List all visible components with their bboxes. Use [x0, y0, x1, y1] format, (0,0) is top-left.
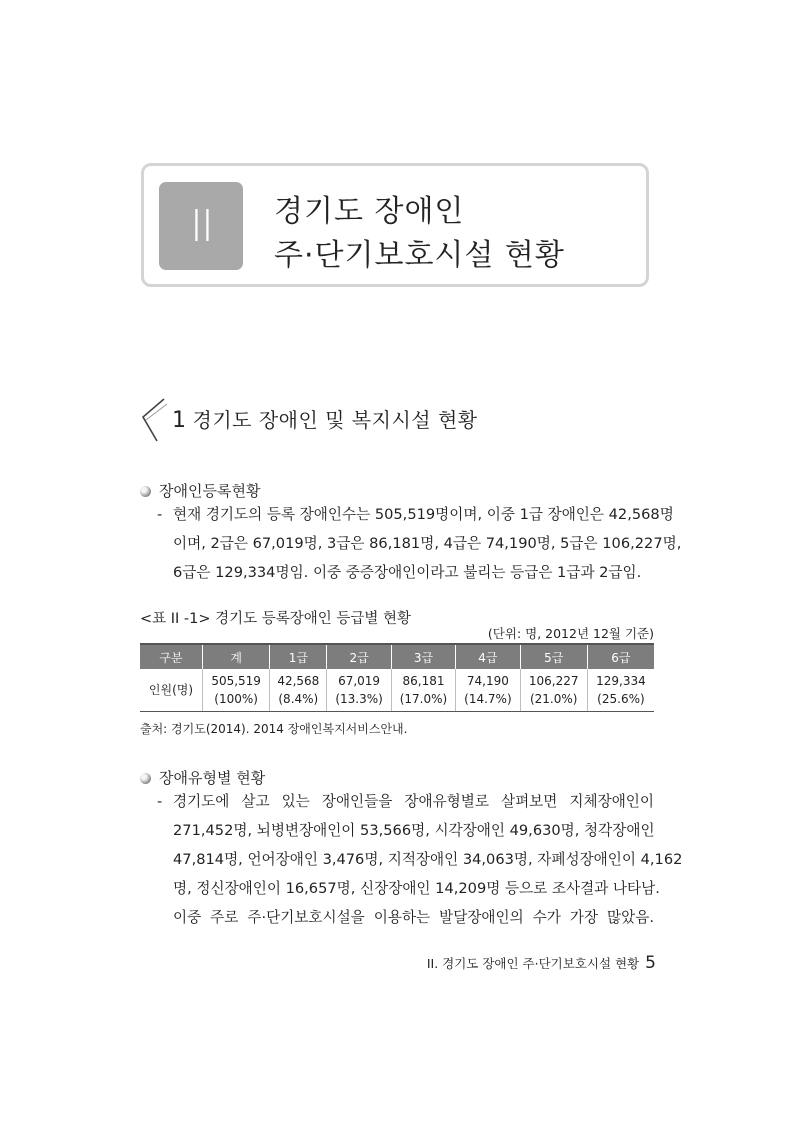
paragraph-registration — [157, 500, 682, 587]
chapter-title-line2: 주·단기보호시설 현황 — [274, 238, 565, 273]
cell-percent: (14.7%) — [464, 692, 512, 706]
table-header-row — [140, 644, 654, 669]
footer-chapter-text: II. 경기도 장애인 주·단기보호시설 현황 — [426, 956, 640, 971]
cell-percent: (25.6%) — [597, 692, 645, 706]
table-source: 출처: 경기도(2014). 2014 장애인복지서비스안내. — [140, 722, 408, 736]
page-footer — [427, 953, 656, 973]
table-cell — [520, 669, 587, 712]
cell-percent: (100%) — [214, 692, 258, 706]
section-title — [172, 404, 478, 433]
table-cell — [456, 669, 520, 712]
paragraph-line — [157, 500, 674, 529]
table-cell — [270, 669, 327, 712]
bullet-dot-icon — [140, 486, 151, 497]
chapter-number: II — [159, 182, 243, 270]
bullet-title: 장애인등록현황 — [159, 482, 261, 500]
paragraph-line: 명, 정신장애인이 16,657명, 신장장애인 14,209명 등으로 조사결과 나타남. — [173, 880, 660, 897]
table-header-cell: 3급 — [391, 644, 455, 669]
cell-percent: (17.0%) — [399, 692, 448, 706]
table-row-label: 인원(명) — [140, 669, 203, 712]
chapter-title — [274, 190, 565, 278]
chapter-title-box — [141, 163, 649, 287]
table-header-cell: 계 — [203, 644, 270, 669]
cell-percent: (13.3%) — [335, 692, 383, 706]
cell-value: 67,019 — [338, 674, 381, 688]
cell-percent: (21.0%) — [529, 692, 578, 706]
cell-value: 74,190 — [466, 674, 509, 688]
cell-percent: (8.4%) — [278, 692, 319, 706]
cell-value: 505,519 — [211, 674, 261, 688]
paragraph-line-text: 경기도에 살고 있는 장애인들을 장애유형별로 살펴보면 지체장애인이 — [173, 793, 654, 810]
table-caption: <표 II -1> 경기도 등록장애인 등급별 현황 — [140, 611, 412, 627]
cell-value: 42,568 — [277, 674, 320, 688]
table-header-cell: 1급 — [270, 644, 327, 669]
table-header-cell: 4급 — [456, 644, 520, 669]
table-unit: (단위: 명, 2012년 12월 기준) — [487, 626, 654, 641]
paragraph-line: 47,814명, 언어장애인 3,476명, 지적장애인 34,063명, 자폐성장애인이 4,162 — [173, 851, 683, 868]
grade-table — [140, 643, 654, 712]
paragraph-line: 이며, 2급은 67,019명, 3급은 86,181명, 4급은 74,190명, 5급은 106,227명, — [173, 535, 682, 552]
bullet-heading-types — [140, 767, 265, 788]
page-number: 5 — [645, 953, 656, 973]
bullet-heading-registration — [140, 480, 260, 501]
cell-value: 106,227 — [528, 674, 579, 688]
bullet-title: 장애유형별 현황 — [159, 769, 266, 787]
table-header-cell: 구분 — [140, 644, 203, 669]
table-cell — [391, 669, 455, 712]
paragraph-line-text: 현재 경기도의 등록 장애인수는 505,519명이며, 이중 1급 장애인은 42,568명 — [173, 506, 674, 523]
dash-marker: - — [157, 506, 163, 523]
table-row — [140, 669, 654, 712]
table-cell — [203, 669, 270, 712]
table-cell — [587, 669, 654, 712]
paragraph-line: 6급은 129,334명임. 이중 중증장애인이라고 불리는 등급은 1급과 2급임. — [173, 564, 642, 581]
bullet-dot-icon — [140, 773, 151, 784]
chapter-title-line1: 경기도 장애인 — [274, 194, 465, 229]
paragraph-line: 이중 주로 주·단기보호시설을 이용하는 발달장애인의 수가 가장 많았음. — [173, 909, 654, 926]
table-cell — [327, 669, 391, 712]
paragraph-line: 271,452명, 뇌병변장애인이 53,566명, 시각장애인 49,630명, 청각장애인 — [173, 822, 655, 839]
dash-marker: - — [157, 793, 163, 810]
cell-value: 129,334 — [596, 674, 646, 688]
cell-value: 86,181 — [402, 674, 445, 688]
table-header-cell: 2급 — [327, 644, 391, 669]
table-header-cell: 5급 — [520, 644, 587, 669]
table-header-cell: 6급 — [587, 644, 654, 669]
section-number: 1 — [172, 408, 187, 433]
section-title-text: 경기도 장애인 및 복지시설 현황 — [192, 408, 478, 432]
paragraph-line — [157, 787, 654, 816]
paragraph-types — [157, 787, 683, 932]
